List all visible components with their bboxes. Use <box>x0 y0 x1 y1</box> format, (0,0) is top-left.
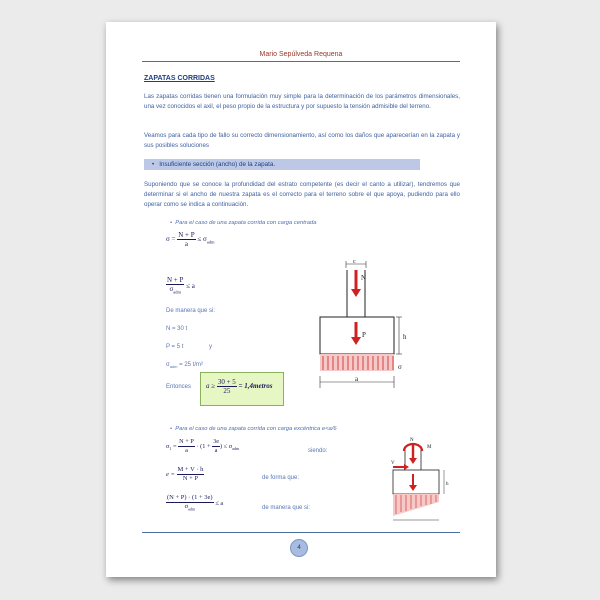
formula-fraction: $\frac{N + P}{a}$ <box>178 231 195 248</box>
case1-bullet-text: Para el caso de una zapata corrida con carga centrada <box>175 220 317 226</box>
given-y: y <box>209 344 212 350</box>
case1-bullet <box>170 220 316 226</box>
case2-formula-eccentricity: e = $\frac{M + V \cdot h}{N + P}$ <box>166 466 204 482</box>
section-title: ZAPATAS CORRIDAS <box>144 75 215 82</box>
highlighted-bullet-heading <box>144 159 420 170</box>
label-n: N <box>361 274 367 282</box>
page-number-badge: 4 <box>290 539 308 557</box>
note-siendo: siendo: <box>308 448 328 454</box>
bullet-dot-icon: • <box>152 161 155 168</box>
formula-fraction: $\frac{N + P}{a}$ <box>179 438 194 454</box>
case1-formula-width: $\frac{N + P}{\sigma_{adm}}$ ≤ a <box>167 276 195 295</box>
label-n: N <box>410 438 414 443</box>
formula-fraction: $\frac{N + P}{\sigma_{adm}}$ <box>167 276 184 295</box>
note-de-manera-que-si: de manera que si: <box>262 505 311 511</box>
label-p: P <box>362 331 366 339</box>
given-n: N = 30 t <box>166 326 188 332</box>
label-h: h <box>446 482 449 487</box>
footer-divider <box>142 532 460 533</box>
formula-fraction: $\frac{30 + 5}{25}$ <box>217 378 236 395</box>
given-p: P = 5 t <box>166 344 184 350</box>
document-page <box>106 22 496 577</box>
given-intro: De manera que si: <box>166 308 216 314</box>
label-v: V <box>391 461 395 466</box>
formula-lhs: σ = <box>166 235 176 244</box>
paragraph-failure-types: Veamos para cada tipo de fallo su correcto dimensionamiento, así como los daños que aparecerían en la zapata y sus posibles soluciones <box>144 132 460 149</box>
case2-bullet-text: Para el caso de una zapata corrida con carga excéntrica e<a/6 <box>175 426 337 432</box>
result-box <box>200 372 284 406</box>
footing-diagram-centered <box>309 256 417 392</box>
label-h: h <box>403 333 407 341</box>
label-sigma: σ <box>398 363 402 371</box>
label-m: M <box>427 445 432 450</box>
formula-fraction: $\frac{M + V \cdot h}{N + P}$ <box>177 466 204 482</box>
note-de-forma-que: de forma que: <box>262 475 300 481</box>
formula-fraction: $\frac{(N + P) \cdot (1 + 3e)}{\sigma_{adm}}$ <box>167 494 213 512</box>
case1-formula-stress: σ = $\frac{N + P}{a}$ ≤ $\sigma_{adm}$ <box>166 231 215 248</box>
given-sigma: $\sigma_{adm} = 25$ t/m² <box>166 362 203 370</box>
result-formula: a ≥ $\frac{30 + 5}{25}$ = 1,4metros <box>206 378 273 395</box>
label-a: a <box>355 375 359 383</box>
footing-diagram-eccentric <box>389 434 457 528</box>
formula-fraction-inner: $\frac{3e}{a}$ <box>213 438 220 454</box>
page-header-author: Mario Sepúlveda Requena <box>259 51 343 58</box>
bullet-dot-icon: • <box>170 426 176 432</box>
result-label: Entonces <box>166 384 192 390</box>
case2-formula-stress: $\sigma_1$ = $\frac{N + P}{a}$ · (1 + $\frac{3e}{a}$ ) ≤ $\sigma_{adm}$ <box>166 438 240 454</box>
paragraph-procedure: Suponiendo que se conoce la profundidad del estrato competente (es decir el canto a utilizar), tendremos que determinar si el ancho de nuestra zapata es el correcto para el terreno sobre el que apoya, pudiendo para ello operar como se indica a continuación. <box>144 181 460 208</box>
bullet-dot-icon: • <box>170 220 176 226</box>
case2-formula-width: $\frac{(N + P) \cdot (1 + 3e)}{\sigma_{adm}}$ ≤ a <box>167 494 224 512</box>
bullet-heading-text: Insuficiente sección (ancho) de la zapata. <box>159 161 276 168</box>
header-divider <box>142 61 460 62</box>
label-c: c <box>353 259 356 265</box>
paragraph-intro: Las zapatas corridas tienen una formulación muy simple para la determinación de los parámetros dimensionales, una vez conocidos el axil, el peso propio de la estructura y por supuesto la tensión admisible del terreno. <box>144 93 460 110</box>
case2-bullet <box>170 426 337 432</box>
